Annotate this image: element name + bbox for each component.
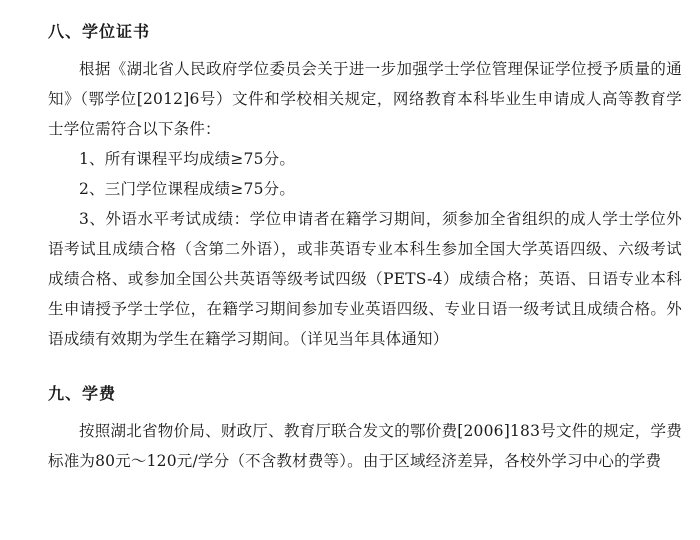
section-heading-degree-certificate: 八、学位证书 xyxy=(48,22,151,41)
section-heading-tuition: 九、学费 xyxy=(48,384,117,403)
paragraph-condition-1: 1、所有课程平均成绩≥75分。 xyxy=(79,150,296,168)
paragraph-condition-3: 3、外语水平考试成绩：学位申请者在籍学习期间，须参加全省组织的成人学士学位外语考试且成绩合格（含第二外语），或非英语专业本科生参加全国大学英语四级、六级考试成绩合格、或参加全国公共英语等级考试四级（PETS-4）成绩合格；英语、日语专业本科生申请授予学士学位，在籍学习期间参加专业英语四级、专业日语一级考试且成绩合格。外语成绩有效期为学生在籍学习期间。（详见当年具体通知） xyxy=(48,210,682,348)
document-page xyxy=(48,22,682,476)
paragraph-tuition: 按照湖北省物价局、财政厅、教育厅联合发文的鄂价费[2006]183号文件的规定，学费标准为80元～120元/学分（不含教材费等）。由于区域经济差异，各校外学习中心的学费 xyxy=(48,422,682,470)
section-spacer xyxy=(48,354,682,384)
paragraph-condition-2: 2、三门学位课程成绩≥75分。 xyxy=(79,180,296,198)
paragraph-degree-basis: 根据《湖北省人民政府学位委员会关于进一步加强学士学位管理保证学位授予质量的通知》（鄂学位[2012]6号）文件和学校相关规定，网络教育本科毕业生申请成人高等教育学士学位需符合以下条件： xyxy=(48,60,682,138)
